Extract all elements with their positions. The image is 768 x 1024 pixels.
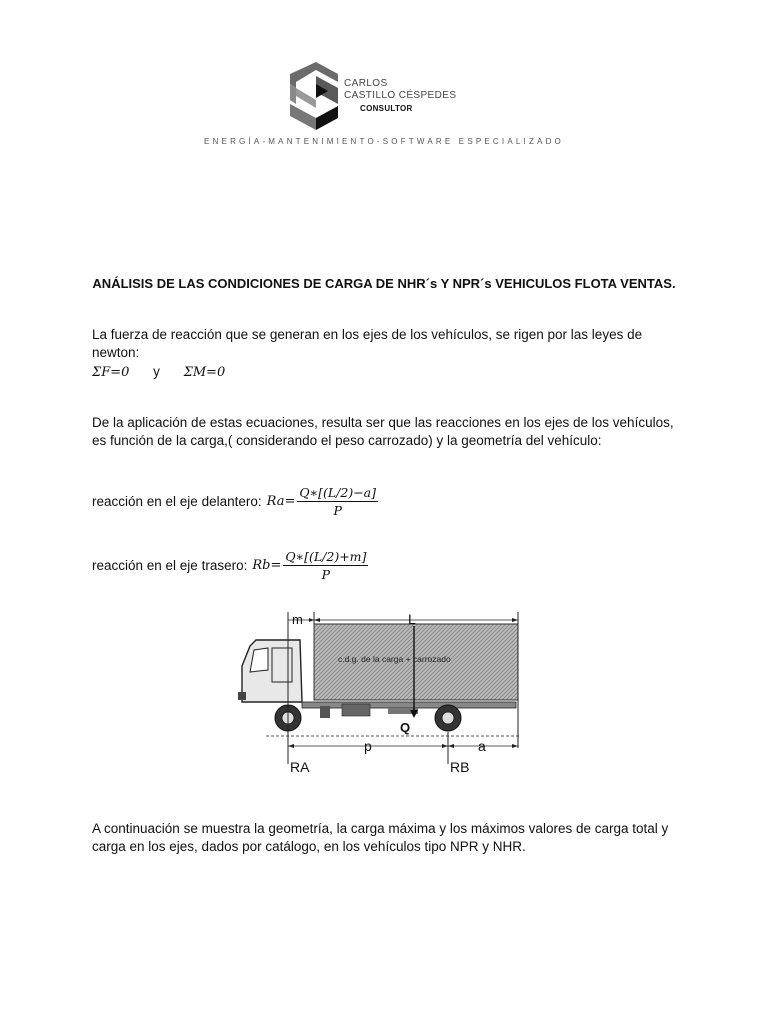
formula-front-lhs: Ra= — [266, 494, 296, 509]
formula-rear-numerator: Q∗[(L/2)+m] — [285, 549, 367, 564]
tagline: ENERGÍA-MANTENIMIENTO-SOFTWARE ESPECIALIZADO — [204, 137, 564, 146]
label-L: L — [408, 611, 416, 627]
sum-moments-equation: ΣM=0 — [183, 365, 226, 380]
label-RA: RA — [290, 759, 310, 775]
sum-forces-equation: ΣF=0 — [92, 365, 130, 380]
label-cdg: c.d.g. de la carga + carrozado — [338, 654, 451, 664]
formula-front-label: reacción en el eje delantero: — [92, 494, 262, 509]
logo-mark-icon — [288, 60, 342, 132]
logo-line-2: CASTILLO CÉSPEDES — [344, 90, 457, 101]
formula-rear-label: reacción en el eje trasero: — [92, 558, 248, 573]
formula-front-axle — [92, 485, 378, 518]
formula-front-numerator: Q∗[(L/2)−a] — [299, 485, 377, 500]
rear-wheel — [435, 705, 461, 731]
equilibrium-equations — [92, 364, 225, 380]
label-a: a — [478, 738, 486, 754]
label-Q: Q — [400, 720, 411, 735]
company-logo — [288, 60, 488, 134]
label-p: p — [364, 738, 372, 754]
formula-rear-lhs: Rb= — [252, 558, 282, 573]
truck-chassis — [302, 702, 516, 708]
label-RB: RB — [450, 759, 470, 775]
formula-rear-axle — [92, 549, 368, 582]
paragraph-reactions: De la aplicación de estas ecuaciones, resulta ser que las reacciones en los ejes de los vehículos, es función de la carga,( considerando el peso carrozado) y la geometría del vehículo: — [92, 415, 674, 448]
equation-connector: y — [153, 364, 160, 379]
paragraph-catalog: A continuación se muestra la geometría, la carga máxima y los máximos valores de carga total y carga en los ejes, dados por catálogo, en los vehículos tipo NPR y NHR. — [92, 821, 669, 854]
logo-line-3: CONSULTOR — [360, 104, 413, 113]
document-title: ANÁLISIS DE LAS CONDICIONES DE CARGA DE NHR´s Y NPR´s VEHICULOS FLOTA VENTAS. — [92, 276, 676, 291]
label-m: m — [292, 612, 303, 627]
formula-rear-denominator: P — [321, 567, 331, 582]
formula-front-denominator: P — [333, 503, 342, 518]
logo-line-1: CARLOS — [344, 78, 388, 89]
paragraph-newton: La fuerza de reacción que se generan en los ejes de los vehículos, se rigen por las leyes de newton: — [92, 327, 643, 360]
truck-load-diagram — [228, 606, 528, 782]
